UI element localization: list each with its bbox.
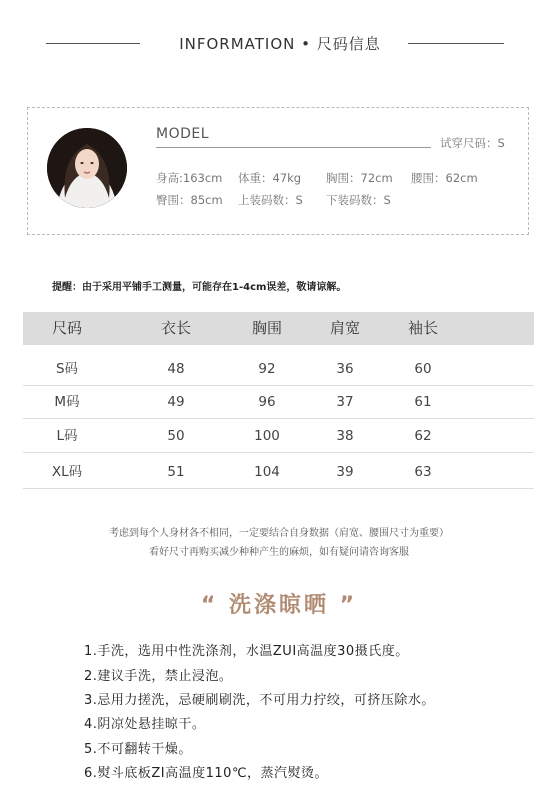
trial-size: 试穿尺码：S [440,136,505,150]
header-left-rule [46,43,140,44]
wash-title: “ 洗涤晾晒 ” [200,593,358,618]
cell-shoulder: 37 [336,394,354,410]
table-row [23,420,534,453]
cell-size: M码 [54,394,80,410]
cell-shoulder: 36 [336,361,354,377]
stat-top-size: 上装码数：S [238,193,303,207]
header-chest: 胸围 [251,319,282,337]
cell-shoulder: 38 [336,428,354,444]
model-avatar [47,128,127,208]
header-length: 衣长 [160,319,191,337]
header-sleeve: 袖长 [407,319,438,337]
cell-sleeve: 61 [414,394,432,410]
list-item: 4.阴凉处悬挂晾干。 [84,717,206,732]
cell-sleeve: 63 [414,464,432,480]
stat-waist: 腰围：62cm [411,171,478,185]
list-item: 1.手洗，选用中性洗涤剂，水温ZUI高温度30摄氏度。 [84,644,409,659]
list-item: 5.不可翻转干燥。 [84,742,192,757]
model-label: MODEL [156,126,210,142]
list-item: 2.建议手洗，禁止浸泡。 [84,669,233,684]
cell-sleeve: 60 [414,361,432,377]
cell-length: 48 [167,361,185,377]
list-item: 6.熨斗底板ZI高温度110℃，蒸汽熨烫。 [84,766,329,781]
header-size: 尺码 [51,319,82,337]
cell-length: 50 [167,428,185,444]
model-photo [47,128,127,208]
cell-shoulder: 39 [336,464,354,480]
size-table-header [23,312,534,345]
cell-chest: 104 [254,464,280,480]
table-row [23,353,534,386]
cell-length: 51 [167,464,185,480]
section-title: INFORMATION • 尺码信息 [179,35,381,53]
table-row [23,456,534,489]
model-card [27,107,529,235]
model-underline [156,147,431,148]
cell-chest: 96 [258,394,276,410]
header-right-rule [408,43,504,44]
cell-chest: 92 [258,361,276,377]
measurement-tip: 提醒：由于采用平铺手工测量，可能存在1-4cm误差，敬请谅解。 [52,282,347,293]
size-note-2: 看好尺寸再购买减少种种产生的麻烦，如有疑问请咨询客服 [149,547,409,558]
cell-chest: 100 [254,428,280,444]
cell-sleeve: 62 [414,428,432,444]
stat-weight: 体重：47kg [238,171,302,185]
stat-chest: 胸围：72cm [326,171,393,185]
header-shoulder: 肩宽 [329,319,360,337]
stat-height: 身高:163cm [156,171,223,185]
cell-length: 49 [167,394,185,410]
stat-hip: 臀围：85cm [156,193,223,207]
cell-size: S码 [55,361,79,377]
table-row [23,386,534,419]
cell-size: XL码 [51,464,83,480]
cell-size: L码 [56,428,78,444]
stat-bottom-size: 下装码数：S [326,193,391,207]
size-note-1: 考虑到每个人身材各不相同，一定要结合自身数据（肩宽、腰围尺寸为重要） [109,528,449,539]
list-item: 3.忌用力搓洗，忌硬刷刷洗，不可用力拧绞，可挤压除水。 [84,693,435,708]
